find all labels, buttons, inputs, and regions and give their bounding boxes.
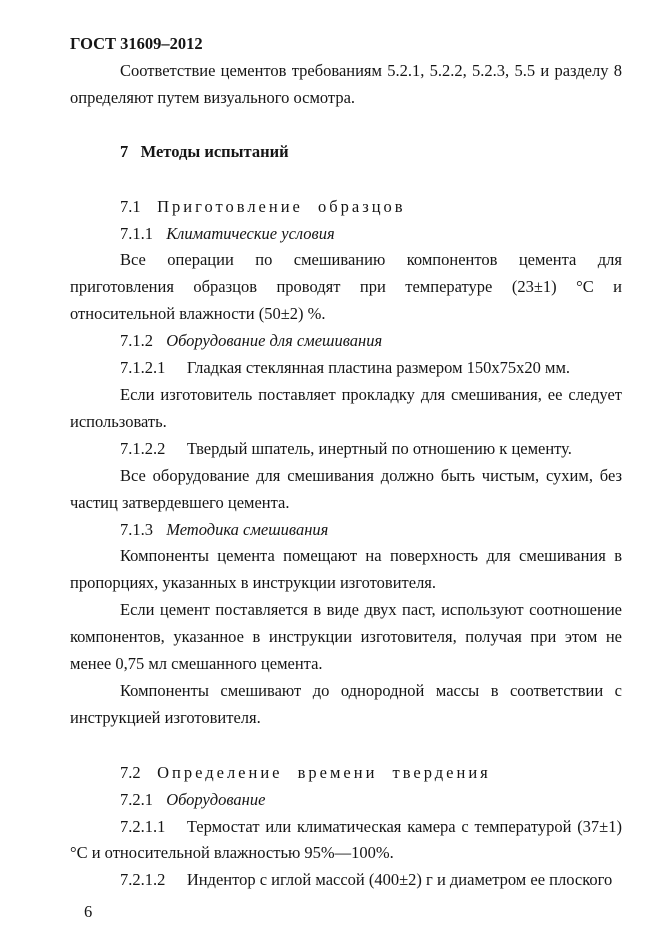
clause-7-1-2-2-number: 7.1.2.2 (120, 438, 166, 458)
clause-7-1-2-2 (70, 436, 622, 463)
clause-7-1-1-title: Климатические условия (166, 223, 335, 243)
intro-paragraph: Соответствие цементов требованиям 5.2.1, 5.2.2, 5.2.3, 5.5 и разделу 8 определяют путем визуального осмотра. (70, 60, 622, 107)
chapter-7-heading (70, 139, 622, 166)
clause-7-2-1-1-text: Термостат или климатическая камера с температурой (37±1) °С и относительной влажностью 95%—100%. (70, 816, 622, 863)
clause-7-1-2-2-text: Твердый шпатель, инертный по отношению к цементу. (186, 438, 572, 458)
clause-7-1-2-1 (70, 355, 622, 382)
paragraph-homogeneous-mass: Компоненты смешивают до однородной массы в соответствии с инструкцией изготовителя. (70, 680, 622, 727)
subsection-7-2-number: 7.2 (120, 762, 141, 782)
subsection-7-2-heading (70, 760, 622, 787)
chapter-number: 7 (120, 141, 129, 161)
subsection-7-1-heading (70, 194, 622, 221)
doc-number: ГОСТ 31609–2012 (70, 34, 203, 53)
subsection-7-1-title: Приготовление образцов (157, 196, 406, 216)
chapter-title: Методы испытаний (140, 141, 289, 161)
paragraph-gasket-note: Если изготовитель поставляет прокладку для смешивания, ее следует использовать. (70, 384, 622, 431)
clause-7-1-2-number: 7.1.2 (120, 331, 153, 351)
clause-7-2-1-2-text: Индентор с иглой массой (400±2) г и диаметром ее плоского (186, 870, 613, 890)
clause-7-2-1-1 (70, 814, 622, 868)
paragraph-climatic-conditions: Все операции по смешиванию компонентов цемента для приготовления образцов проводят при температуре (23±1) °С и относительной влажности (50±2) %. (70, 250, 622, 324)
clause-7-1-3-heading (70, 517, 622, 544)
clause-7-1-1-number: 7.1.1 (120, 223, 153, 243)
clause-7-2-1-heading (70, 787, 622, 814)
subsection-7-1-number: 7.1 (120, 196, 141, 216)
clause-7-2-1-number: 7.2.1 (120, 789, 153, 809)
clause-7-2-1-2-number: 7.2.1.2 (120, 870, 166, 890)
subsection-7-2-title: Определение времени твердения (157, 762, 491, 782)
clause-7-1-2-title: Оборудование для смешивания (166, 331, 383, 351)
paragraph-mixing-surface: Компоненты цемента помещают на поверхность для смешивания в пропорциях, указанных в инструкции изготовителя. (70, 546, 622, 593)
clause-7-2-1-2 (70, 867, 622, 894)
clause-7-1-2-heading (70, 328, 622, 355)
clause-7-1-3-title: Методика смешивания (166, 519, 329, 539)
clause-7-1-1-heading (70, 221, 622, 248)
clause-7-1-2-1-number: 7.1.2.1 (120, 358, 166, 378)
page-number: 6 (84, 902, 93, 921)
clause-7-1-2-1-text: Гладкая стеклянная пластина размером 150х75х20 мм. (186, 358, 571, 378)
clause-7-2-1-title: Оборудование (166, 789, 266, 809)
clause-7-2-1-1-number: 7.2.1.1 (120, 816, 166, 836)
paragraph-equipment-clean: Все оборудование для смешивания должно быть чистым, сухим, без частиц затвердевшего цемента. (70, 465, 622, 512)
clause-7-1-3-number: 7.1.3 (120, 519, 153, 539)
paragraph-two-pastes: Если цемент поставляется в виде двух паст, используют соотношение компонентов, указанное в инструкции изготовителя, получая при этом не менее 0,75 мл смешанного цемента. (70, 600, 622, 674)
